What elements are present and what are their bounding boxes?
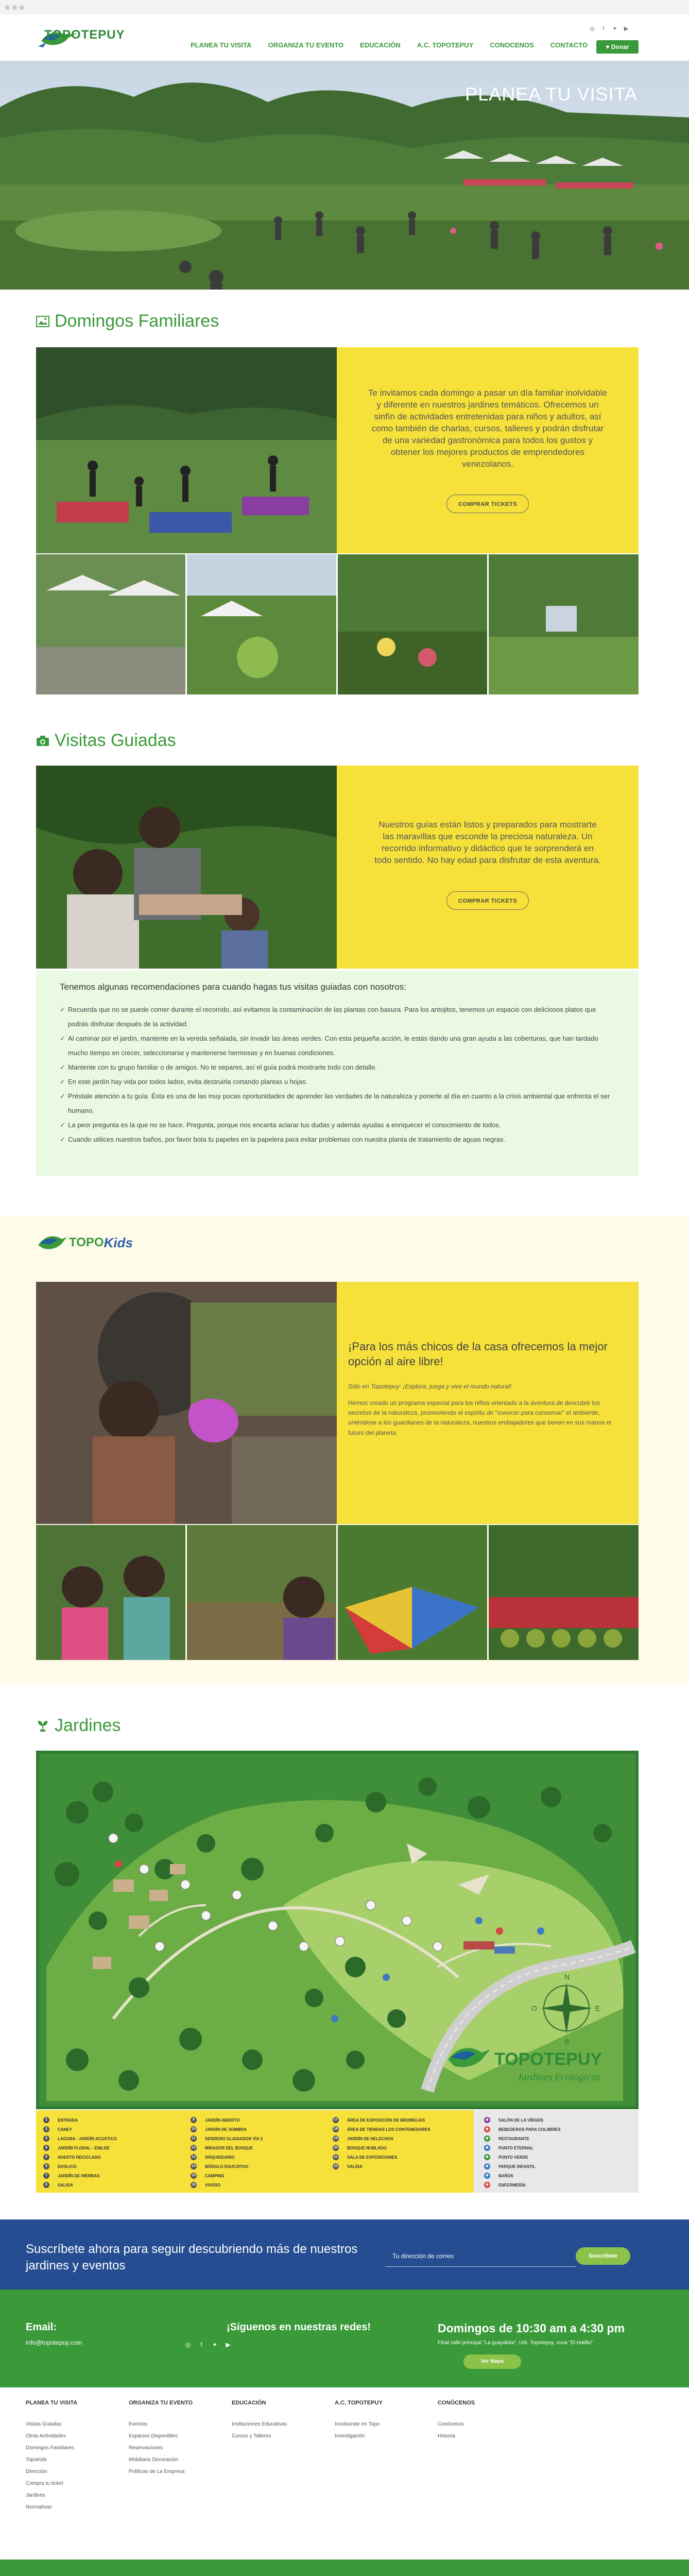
hours-title: Domingos de 10:30 am a 4:30 pm — [438, 2321, 625, 2335]
legend-item: ◆ BAÑOS — [484, 2171, 560, 2180]
legend-item: 7 JARDÍN DE HIERBAS — [43, 2171, 117, 2180]
recommendations-list — [60, 1003, 616, 1147]
topokids-logo-kids: Kids — [104, 1234, 133, 1250]
rec-text: La peor pregunta es la que no se hace. Pregunta, porque nos encanta aclarar tus dudas y además ayudas a enriquecer el conocimiento de todos. — [68, 1121, 501, 1129]
garden-map[interactable] — [36, 1751, 639, 2109]
topokids-text: Hemos creado un programa especial para los niños orientado a la aventura de descubrir los secretos de la naturaleza, promoviendo el espíritu de "conocer para conservar" el ambiente, uniéndose a los guardianes de la naturaleza, nuestros embajadores que tienen en sus manos el futuro del planeta. — [348, 1399, 612, 1436]
footer-col-title: ORGANIZA TU EVENTO — [129, 2400, 193, 2406]
footer-col-educacion — [232, 2400, 287, 2442]
footer-link[interactable]: Jardines — [26, 2493, 45, 2498]
legend-item: 3 LAGUNA - JARDÍN ACUÁTICO — [43, 2134, 117, 2143]
footer-col-ac — [335, 2400, 383, 2442]
legend-item: 19 JARDÍN DE HELECHOS — [333, 2134, 430, 2143]
footer-link[interactable]: Políticas de La Empresa — [129, 2469, 185, 2475]
donar-label: Donar — [611, 43, 629, 50]
nav-ac-topotepuy[interactable]: A.C. TOPOTEPUY — [417, 41, 474, 49]
footer-col-title: PLANEA TU VISITA — [26, 2400, 78, 2406]
legend-item: 10 JARDÍN DE SOMBRA — [191, 2125, 263, 2134]
nav-organiza[interactable]: ORGANIZA TU EVENTO — [268, 41, 344, 49]
twitter-icon[interactable]: ✦ — [612, 26, 617, 32]
footer-link[interactable]: Cursos y Talleres — [232, 2433, 271, 2439]
gallery-photo-1 — [36, 554, 185, 694]
legend-item: 13 ORQUIDEARIO — [191, 2153, 263, 2162]
visitas-title-text: Visitas Guiadas — [55, 731, 176, 750]
footer-link[interactable]: Involúcrate en Topo — [335, 2421, 380, 2427]
instagram-icon[interactable]: ◎ — [590, 26, 595, 32]
legend-item: ◆ PUNTO ETERNAL — [484, 2143, 560, 2153]
topokids-headline: ¡Para los más chicos de la casa ofrecemos la mejor opción al aire libre! — [348, 1340, 608, 1368]
domingos-gallery — [36, 554, 639, 694]
visitas-main-photo — [36, 766, 337, 969]
legend-item: ◆ PARQUE INFANTIL — [484, 2162, 560, 2171]
legend-col-4 — [484, 2115, 560, 2198]
legend-item: 5 HUERTO RECICLADO — [43, 2153, 117, 2162]
list-item — [60, 1060, 616, 1075]
plant-icon — [36, 1720, 49, 1732]
domingos-title-text: Domingos Familiares — [55, 311, 219, 331]
topokids-logo — [36, 1227, 133, 1258]
legend-item: 20 BOSQUE NUBLADO — [333, 2143, 430, 2153]
legend-item: 14 MÓDULO EDUCATIVO — [191, 2162, 263, 2171]
address-note: Final calle principal "La guayabita", Urb. Topotepuy, zona "El Hatillo" — [438, 2340, 593, 2346]
topokids-logo-text: TOPO — [69, 1235, 104, 1249]
check-icon: ✓ — [60, 1063, 65, 1071]
facebook-icon[interactable]: f — [200, 2341, 202, 2348]
footer-col-conocenos — [438, 2400, 475, 2442]
topokids-info-box — [337, 1282, 639, 1524]
rec-text: Préstale atención a tu guía. Ésta es una de las muy pocas oportunidades de aprender las verdades de la naturaleza y ponerte al día en cuanto a la crisis ambiental que enfrenta el ser humano. — [68, 1092, 610, 1114]
window-dot-icon[interactable] — [5, 5, 10, 10]
domingos-ticket-button[interactable]: COMPRAR TICKETS — [446, 495, 529, 513]
email-value[interactable]: info@topotepuy.com — [26, 2339, 82, 2346]
legend-item: 4 JARDÍN FLORAL - ENILDE — [43, 2143, 117, 2153]
footer-link[interactable]: Conócenos — [438, 2421, 464, 2427]
domingos-main-photo — [36, 347, 337, 553]
footer-link[interactable]: Instituciones Educativas — [232, 2421, 287, 2427]
visitas-text: Nuestros guías están listos y preparados para mostrarte las maravillas que esconde la preciosa naturaleza. Un recorrido informativo y didáctico que te sorprenderá en todo sentido. No hay edad para disfrutar de esta aventura. — [374, 820, 601, 865]
footer-col-planea — [26, 2400, 77, 2513]
gallery-photo-4 — [489, 554, 639, 694]
footer-link[interactable]: Visitas Guiadas — [26, 2421, 62, 2427]
legend-item: 11 SENDERO GLADIADOR VÍA 2 — [191, 2134, 263, 2143]
section-title-visitas — [36, 731, 176, 751]
gallery-photo-2 — [187, 554, 336, 694]
logo-text[interactable]: TOPOTEPUY — [44, 28, 125, 42]
youtube-icon[interactable]: ▶ — [624, 26, 629, 32]
nav-educacion[interactable]: EDUCACIÓN — [360, 41, 401, 49]
footer-link[interactable]: Dirección — [26, 2469, 47, 2475]
ver-mapa-button[interactable]: Ver Mapa — [463, 2354, 521, 2369]
domingos-info-box — [337, 347, 639, 553]
window-dot-icon[interactable] — [20, 5, 24, 10]
compass-n: N — [564, 1973, 570, 1981]
rec-text: En este jardín hay vida por todos lados, evita destruirla cortando plantas u hojas. — [68, 1078, 308, 1086]
footer-link[interactable]: Mobiliario Decoración — [129, 2457, 179, 2463]
footer-link[interactable]: Otras Actividades — [26, 2433, 66, 2439]
nav-conocenos[interactable]: CONOCENOS — [490, 41, 534, 49]
rec-text: Mantente con tu grupo familiar o de amigos. No te separes, así el guía podrá mostrarte todo con detalle. — [68, 1063, 377, 1071]
map-legend — [36, 2110, 639, 2193]
legend-item: 12 MIRADOR DEL BOSQUE — [191, 2143, 263, 2153]
topokids-tagline: Sólo en Topotepuy: ¡Explora, juega y vive el mundo natural! — [348, 1383, 512, 1390]
legend-col-3 — [333, 2115, 430, 2198]
facebook-icon[interactable]: f — [602, 26, 605, 32]
legend-item: 6 DOSLICO — [43, 2162, 117, 2171]
rec-text: Recuerda que no se puede comer durante el recorrido, así evitamos la contaminación de las plantas con basura. Para los antojitos, tenemos un espacio con deliciosos platos que podrás disfrutar después de la actividad. — [68, 1006, 596, 1028]
legend-item: 21 SALA DE EXPOSICIONES — [333, 2153, 430, 2162]
contact-social — [184, 2341, 232, 2348]
hero-image — [0, 61, 689, 290]
check-icon: ✓ — [60, 1006, 65, 1013]
domingos-text: Te invitamos cada domingo a pasar un día familiar inolvidable y diferente en nuestros jardines temáticos. Ofrecemos un sinfín de actividades entretenidas para niños y adultos, así como también de charlas, cursos, talleres y podrán disfrutar de una variedad gastronómica para todos los gustos y obtener los mejores productos de emprendedores venezolanos. — [368, 388, 607, 469]
legend-item: 16 VIVERO — [191, 2180, 263, 2190]
footer-link[interactable]: Investigación — [335, 2433, 365, 2439]
list-item — [60, 1089, 616, 1118]
twitter-icon[interactable]: ✦ — [212, 2341, 218, 2348]
legend-col-1 — [43, 2115, 117, 2198]
section-title-jardines — [36, 1716, 121, 1736]
gallery-photo-1 — [36, 1525, 185, 1660]
legend-item: 9 JARDÍN ABIERTO — [191, 2115, 263, 2125]
gallery-photo-3 — [338, 1525, 487, 1660]
instagram-icon[interactable]: ◎ — [185, 2341, 191, 2348]
footer-link[interactable]: TopoKids — [26, 2457, 47, 2463]
gallery-photo-2 — [187, 1525, 336, 1660]
gallery-photo-3 — [338, 554, 487, 694]
image-icon — [36, 315, 49, 328]
topokids-gallery — [36, 1525, 639, 1660]
camera-icon — [36, 735, 49, 747]
gallery-photo-4 — [489, 1525, 639, 1660]
nav-planea[interactable]: PLANEA TU VISITA — [191, 41, 252, 49]
footer-col-title: EDUCACIÓN — [232, 2400, 266, 2406]
map-brand-subtitle: Jardines Ecológicos — [517, 2072, 601, 2083]
legend-item: 17 ÁREA DE EXPOSICIÓN DE BROMELIAS — [333, 2115, 430, 2125]
email-input[interactable]: Tu dirección de correo — [385, 2245, 576, 2267]
footer-link[interactable]: Normativas — [26, 2504, 52, 2510]
footer-link[interactable]: Domingos Familiares — [26, 2445, 74, 2451]
footer-link[interactable]: Espacios Disponibles — [129, 2433, 178, 2439]
subscribe-text: Suscríbete ahora para seguir descubriendo más de nuestros jardines y eventos — [26, 2242, 358, 2273]
legend-item: ◆ ENFERMERÍA — [484, 2180, 560, 2190]
legend-item: ◆ SALÓN DE LA VÍRGEN — [484, 2115, 560, 2125]
check-icon: ✓ — [60, 1136, 65, 1143]
main-nav — [191, 41, 604, 54]
legend-item: 1 ENTRADA — [43, 2115, 117, 2125]
window-dot-icon[interactable] — [12, 5, 17, 10]
hummingbird-logo-icon — [36, 1230, 67, 1256]
site-header — [0, 14, 689, 61]
footer-link[interactable]: Reservaciones — [129, 2445, 163, 2451]
legend-item: 8 SALIDA — [43, 2180, 117, 2190]
hero-title: PLANEA TU VISITA — [465, 83, 638, 105]
legend-col-2 — [191, 2115, 263, 2198]
legend-item: 15 CAMPING — [191, 2171, 263, 2180]
subscribe-button[interactable]: Suscríbete — [576, 2247, 630, 2265]
map-brand-title: TOPOTEPUY — [494, 2049, 602, 2069]
donar-button[interactable]: ♥ Donar — [596, 40, 639, 54]
rec-text: Cuando utilices nuestros baños, por favor bota tu papeles en la papelera para evitar problemas con nuestra planta de tratamiento de aguas negras. — [68, 1136, 506, 1143]
list-item — [60, 1132, 616, 1147]
check-icon: ✓ — [60, 1092, 65, 1100]
nav-contacto[interactable]: CONTACTO — [550, 41, 588, 49]
topokids-main-photo — [36, 1282, 337, 1524]
footer-col-organiza — [129, 2400, 193, 2478]
youtube-icon[interactable]: ▶ — [226, 2341, 231, 2348]
section-title-domingos — [36, 311, 219, 331]
check-icon: ✓ — [60, 1121, 65, 1129]
bottom-band — [0, 2560, 689, 2576]
legend-item: 18 ÁREA DE TIENDAS LOS CONTENEDORES — [333, 2125, 430, 2134]
legend-item: ◆ BEBEDEROS PARA COLIBRÍES — [484, 2125, 560, 2134]
subscribe-banner — [0, 2219, 689, 2290]
social-title: ¡Síguenos en nuestras redes! — [227, 2321, 371, 2333]
list-item — [60, 1003, 616, 1031]
header-social — [589, 26, 629, 32]
legend-item: ◆ RESTAURANTE — [484, 2134, 560, 2143]
footer-link[interactable]: Compra tu ticket — [26, 2481, 63, 2486]
list-item — [60, 1118, 616, 1132]
browser-chrome — [0, 0, 689, 14]
compass-s: S — [564, 2038, 570, 2046]
footer-col-title: A.C. TOPOTEPUY — [335, 2400, 383, 2406]
footer-col-title: CONÓCENOS — [438, 2400, 475, 2406]
recommendations-title: Tenemos algunas recomendaciones para cuando hagas tus visitas guiadas con nosotros: — [60, 982, 406, 992]
footer-links — [0, 2387, 689, 2560]
legend-item: 2 CANEY — [43, 2125, 117, 2134]
compass-o: O — [531, 2004, 537, 2012]
contact-band — [0, 2290, 689, 2387]
footer-link[interactable]: Historia — [438, 2433, 455, 2439]
jardines-title-text: Jardines — [55, 1716, 121, 1735]
check-icon: ✓ — [60, 1078, 65, 1086]
rec-text: Al caminar por el jardín, mantente en la vereda señalada, sin invadir las áreas verdes. Con esta pequeña acción, le estás dando una gran ayuda a las coberturas, que han tardado mucho tiempo en crecer, seleccionarse y mantenerse hermosas y en buenas condiciones. — [68, 1035, 598, 1057]
footer-link[interactable]: Eventos — [129, 2421, 148, 2427]
compass-e: E — [595, 2004, 600, 2012]
legend-item: 22 SALIDA — [333, 2162, 430, 2171]
visitas-ticket-button[interactable]: COMPRAR TICKETS — [446, 891, 529, 910]
list-item — [60, 1075, 616, 1089]
legend-item: ◆ PUNTO VERDE — [484, 2153, 560, 2162]
list-item — [60, 1031, 616, 1060]
visitas-info-box — [337, 766, 639, 969]
email-title: Email: — [26, 2321, 57, 2333]
check-icon: ✓ — [60, 1035, 65, 1042]
recommendations-box — [36, 971, 639, 1176]
